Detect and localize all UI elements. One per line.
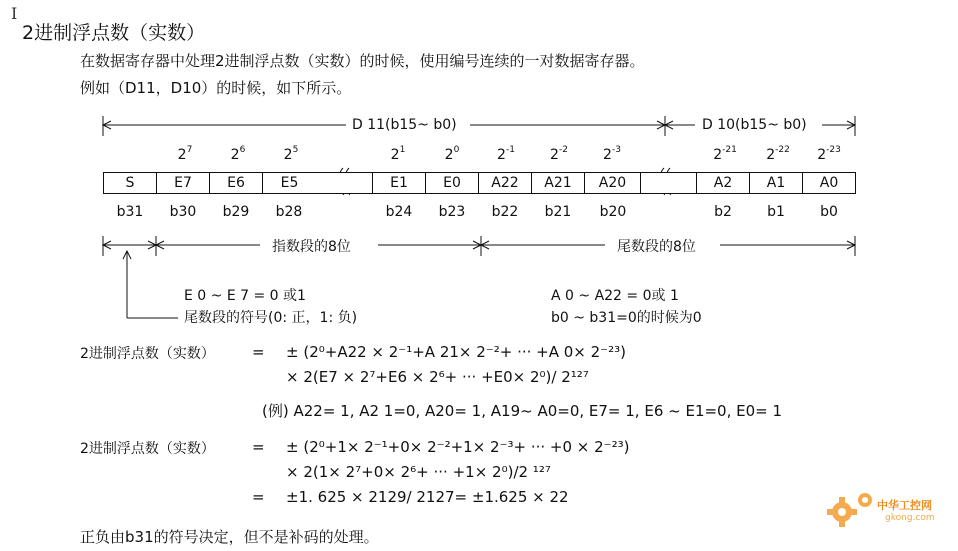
bit-label: b28 — [275, 204, 303, 220]
formula2-line-2: × 2(1× 2⁷+0× 2⁶+ ··· +1× 2⁰)/2 ¹²⁷ — [286, 463, 551, 481]
note-zero-case: b0 ~ b31=0的时候为0 — [551, 310, 702, 326]
register-cell-a20: A20 — [584, 172, 640, 194]
formula1-line-1: ± (2⁰+A22 × 2⁻¹+A 21× 2⁻²+ ··· +A 0× 2⁻²³) — [286, 343, 626, 361]
formula1-label: 2进制浮点数（实数） — [80, 346, 215, 362]
power-label: $2^5$ — [283, 145, 299, 163]
register-cell-e0: E0 — [425, 172, 479, 194]
watermark-name: 中华工控网 — [877, 499, 932, 512]
bit-label: b21 — [544, 204, 572, 220]
watermark-domain: gkong.com — [885, 513, 935, 523]
register-cell-e6: E6 — [209, 172, 263, 194]
register-cell-a1: A1 — [749, 172, 803, 194]
bit-label: b31 — [116, 204, 144, 220]
note-mantissa-range: A 0 ~ A22 = 0或 1 — [551, 288, 679, 304]
power-label: $2^0$ — [444, 145, 460, 163]
register-cell-a22: A22 — [478, 172, 532, 194]
formula1-equals: = — [252, 343, 265, 361]
exponent-label: 指数段的8位 — [272, 239, 351, 255]
power-label: $2^{-21}$ — [713, 145, 737, 163]
power-label: $2^{-2}$ — [550, 145, 568, 163]
formula2-label: 2进制浮点数（实数） — [80, 441, 215, 457]
bit-label: b24 — [385, 204, 413, 220]
bit-label: b22 — [491, 204, 519, 220]
register-cell-e1: E1 — [372, 172, 426, 194]
bit-label: b29 — [222, 204, 250, 220]
bit-label: b2 — [714, 204, 732, 220]
power-label: $2^1$ — [390, 145, 406, 163]
formula2-line-3: ±1. 625 × 2129/ 2127= ±1.625 × 22 — [286, 488, 569, 506]
intro-line-2: 例如（D11，D10）的时候，如下所示。 — [80, 79, 352, 97]
page-title: 2进制浮点数（实数） — [22, 22, 206, 44]
bit-label: b0 — [820, 204, 838, 220]
register-cell-e7: E7 — [156, 172, 210, 194]
bit-label: b23 — [438, 204, 466, 220]
register-cell-a0: A0 — [802, 172, 856, 194]
footer-note: 正负由b31的符号决定，但不是补码的处理。 — [80, 528, 379, 546]
power-label: $2^{-22}$ — [766, 145, 790, 163]
note-sign-bit: 尾数段的符号(0: 正，1: 负) — [184, 310, 358, 326]
power-label: $2^7$ — [177, 145, 193, 163]
register-cell-e5: E5 — [262, 172, 316, 194]
power-label: $2^{-23}$ — [817, 145, 841, 163]
example-line: (例) A22= 1, A2 1=0, A20= 1, A19~ A0=0, E7= 1, E6 ~ E1=0, E0= 1 — [262, 402, 783, 420]
power-label: $2^{-3}$ — [603, 145, 621, 163]
register-cell-a21: A21 — [531, 172, 585, 194]
d11-label: D 11(b15~ b0) — [352, 117, 457, 133]
formula2-equals-3: = — [252, 488, 265, 506]
register-cell-s: S — [103, 172, 157, 194]
formula1-line-2: × 2(E7 × 2⁷+E6 × 2⁶+ ··· +E0× 2⁰)/ 2¹²⁷ — [286, 368, 589, 386]
d10-label: D 10(b15~ b0) — [702, 117, 807, 133]
bit-label: b30 — [169, 204, 197, 220]
intro-line-1: 在数据寄存器中处理2进制浮点数（实数）的时候，使用编号连续的一对数据寄存器。 — [80, 52, 645, 70]
register-cell-a2: A2 — [696, 172, 750, 194]
bit-label: b1 — [767, 204, 785, 220]
note-exponent-range: E 0 ~ E 7 = 0 或1 — [184, 288, 306, 304]
bit-label: b20 — [599, 204, 627, 220]
mantissa-label: 尾数段的8位 — [617, 239, 696, 255]
formula2-equals: = — [252, 438, 265, 456]
power-label: $2^6$ — [230, 145, 246, 163]
formula2-line-1: ± (2⁰+1× 2⁻¹+0× 2⁻²+1× 2⁻³+ ··· +0 × 2⁻²³) — [286, 438, 630, 456]
power-label: $2^{-1}$ — [497, 145, 515, 163]
text-cursor-icon: I — [11, 4, 18, 23]
